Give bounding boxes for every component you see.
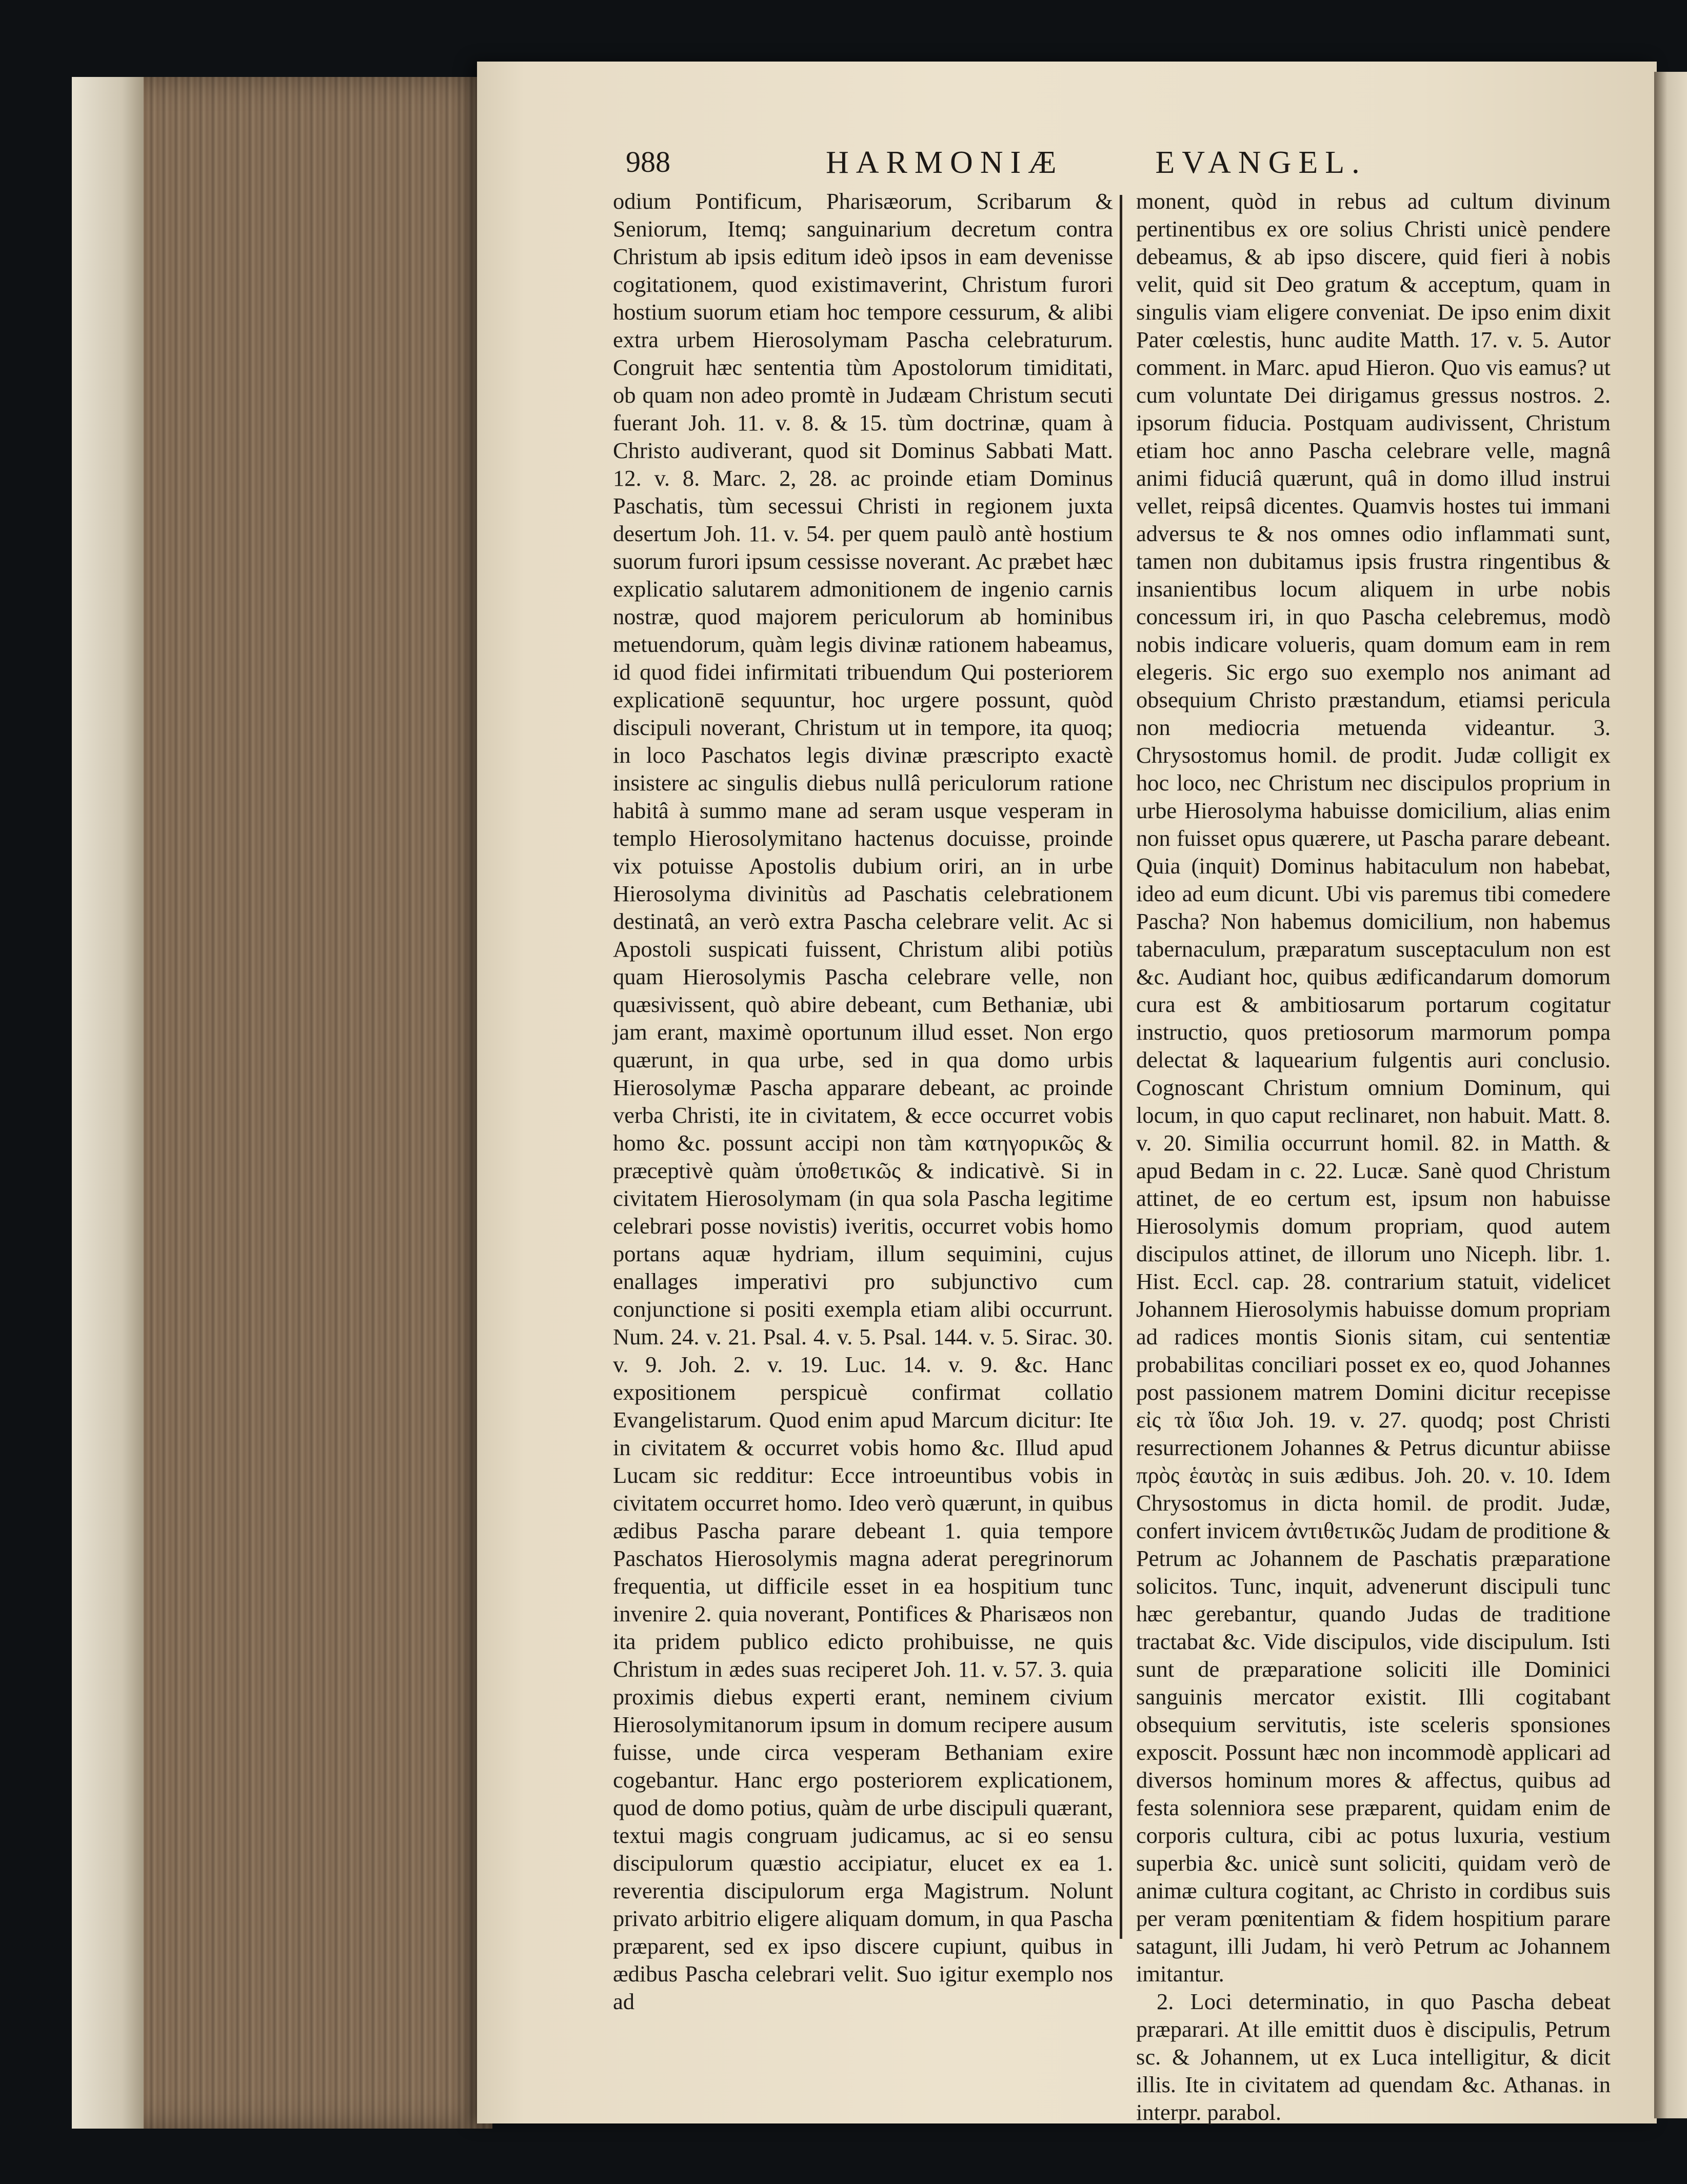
running-title — [826, 145, 1367, 181]
text-column-right — [1136, 187, 1611, 2125]
paragraph: monent, quòd in rebus ad cultum divinum pertinentibus ex ore solius Christi unicè pendere debeamus, & ab ipso discere, quid fieri à nobis velit, quid sit Deo gratum & acceptum, quam in singulis viam eligere conveniat. De ipso enim dixit Pater cœlestis, hunc audite Matth. 17. v. 5. Autor comment. in Marc. apud Hieron. Quo vis eamus? ut cum voluntate Dei dirigamus gressus nostros. 2. ipsorum fiducia. Postquam audivissent, Christum etiam hoc anno Pascha celebrare velle, magnâ animi fiduciâ quærunt, quâ in domo illud instrui vellet, reipsâ dicentes. Quamvis hostes tui immani adversus te & nos omnes odio inflammati sunt, tamen non dubitamus ipsis frustra ringentibus & insanientibus locum aliquem in urbe nobis concessum iri, in quo Pascha celebremus, modò nobis indicare volueris, quam domum eam in rem elegeris. Sic ergo suo exemplo nos animant ad obsequium Christo præstandum, etiamsi pericula non mediocria metuenda videantur. 3. Chrysostomus homil. de prodit. Judæ colligit ex hoc loco, nec Christum nec discipulos proprium in urbe Hierosolyma habuisse domicilium, alias enim non fuisset opus quærere, ut Pascha parare debeant. Quia (inquit) Dominus habitaculum non habebat, ideo ad eum dicunt. Ubi vis paremus tibi comedere Pascha? Non habemus domicilium, non habemus tabernaculum, præparatum susceptaculum non est &c. Audiant hoc, quibus ædificandarum domorum cura est & ambitiosarum portarum cogitatur instructio, quos pretiosorum marmorum pompa delectat & laquearium fulgentis auri conclusio. Cognoscant Christum omnium Dominum, qui locum, in quo caput reclinaret, non habuit. Matt. 8. v. 20. Similia occurrunt homil. 82. in Matth. & apud Bedam in c. 22. Lucæ. Sanè quod Christum attinet, de eo certum est, ipsum non habuisse Hierosolymis domum propriam, quod autem discipulos attinet, de illorum uno Niceph. libr. 1. Hist. Eccl. cap. 28. contrarium statuit, videlicet Johannem Hierosolymis habuisse domum propriam ad radices montis Sionis sitam, cui sententiæ probabilitas conciliari posset ex eo, quod Johannes post passionem matrem Domini dicitur recepisse εἰς τὰ ἴδια Joh. 19. v. 27. quodq; post Christi resurrectionem Johannes & Petrus dicuntur abiisse πρὸς ἑαυτὰς in suis ædibus. Joh. 20. v. 10. Idem Chrysostomus in dicta homil. de prodit. Judæ, confert invicem ἀντιθετικῶς Judam de proditione & Petrum ac Johannem de Paschatis præparatione solicitos. Tunc, inquit, advenerunt discipuli tunc hæc gerebantur, quando Judas de traditione tractabat &c. Vide discipulos, vide discipulum. Isti sunt de præparatione soliciti ille Dominici sanguinis mercator existit. Illi cogitabant obsequium servitutis, iste sceleris sponsiones exposcit. Possunt hæc non incommodè applicari ad diversos hominum mores & affectus, quibus ad festa solenniora sese præparent, quidam enim de corporis cultura, cibi ac potus luxuria, vestium superbia &c. unicè sunt soliciti, quidam verò de animæ cultura cogitant, ac Christo in cordibus suis per veram pœnitentiam & fidem hospitium parare satagunt, illi Judam, hi verò Petrum ac Johannem imitantur. — [1136, 188, 1611, 1987]
running-title-left: HARMONIÆ — [826, 145, 1064, 180]
column-divider — [1120, 195, 1122, 1939]
running-title-right: EVANGEL. — [1155, 145, 1367, 180]
running-header — [626, 145, 1508, 191]
text-column-left — [613, 187, 1113, 2014]
page-number: 988 — [626, 145, 670, 178]
paragraph: odium Pontificum, Pharisæorum, Scribarum & Seniorum, Itemq; sanguinarium decretum contra Christum ab ipsis editum ideò ipsos in eam devenisse cogitationem, quod existimaverint, Christum furori hostium suorum etiam hoc tempore cessurum, & alibi extra urbem Hierosolymam Pascha celebraturum. Congruit hæc sententia tùm Apostolorum timiditati, ob quam non adeo promtè in Judæam Christum secuti fuerant Joh. 11. v. 8. & 15. tùm doctrinæ, quam à Christo audiverant, quod sit Dominus Sabbati Matt. 12. v. 8. Marc. 2, 28. ac proinde etiam Dominus Paschatis, tùm secessui Christi in regionem juxta desertum Joh. 11. v. 54. per quem paulò antè hostium suorum furori ipsum cessisse noverant. Ac præbet hæc explicatio salutarem admonitionem de ingenio carnis nostræ, quod majorem periculorum ab hominibus metuendorum, quàm legis divinæ rationem habeamus, id quod fidei infirmitati tribuendum Qui posteriorem explicationē sequuntur, hoc urgere possunt, quòd discipuli noverant, Christum ut in tempore, ita quoq; in loco Paschatos legis divinæ præscripto exactè insistere ac singulis diebus nullâ periculorum ratione habitâ à summo mane ad seram usque vesperam in templo Hierosolymitano hactenus docuisse, proinde vix potuisse Apostolis dubium oriri, an in urbe Hierosolyma divinitùs ad Paschatis celebrationem destinatâ, an verò extra Pascha celebrare velit. Ac si Apostoli suspicati fuissent, Christum alibi potiùs quam Hierosolymis Pascha celebrare velle, non quæsivissent, quò abire debeant, cum Bethaniæ, ubi jam erant, maximè oportunum illud esset. Non ergo quærunt, in qua urbe, sed in qua domo urbis Hierosolymæ Pascha apparare debeant, ac proinde verba Christi, ite in civitatem, & ecce occurret vobis homo &c. possunt accipi non tàm κατηγορικῶς & præceptivè quàm ὑποθετικῶς & indicativè. Si in civitatem Hierosolymam (in qua sola Pascha legitime celebrari posse novistis) iveritis, occurret vobis homo portans aquæ hydriam, illum sequimini, cujus enallages imperativi pro subjunctivo cum conjunctione si positi exempla etiam alibi occurrunt. Num. 24. v. 21. Psal. 4. v. 5. Psal. 144. v. 5. Sirac. 30. v. 9. Joh. 2. v. 19. Luc. 14. v. 9. &c. Hanc expositionem perspicuè confirmat collatio Evangelistarum. Quod enim apud Marcum dicitur: Ite in civitatem & occurret vobis homo &c. Illud apud Lucam sic redditur: Ecce introeuntibus vobis in civitatem occurret homo. Ideo verò quærunt, in quibus ædibus Pascha parare debeant 1. quia tempore Paschatos Hierosolymis magna aderat peregrinorum frequentia, ut difficile esset in ea hospitium tunc invenire 2. quia noverant, Pontifices & Pharisæos non ita pridem publico edicto prohibuisse, ne quis Christum in ædes suas reciperet Joh. 11. v. 57. 3. quia proximis diebus experti erant, neminem civium Hierosolymitanorum ipsum in domum recipere ausum fuisse, unde circa vesperam Bethaniam exire cogebantur. Hanc ergo posteriorem explicationem, quod de domo potius, quàm de urbe discipuli quærant, textui magis congruam judicamus, ac si eo sensu discipulorum quæstio accipiatur, elucet ex ea 1. reverentia discipulorum erga Magistrum. Nolunt privato arbitrio eligere aliquam domum, in qua Pascha præparent, sed ex ipso discere cupiunt, quibus in ædibus Pascha celebrari velit. Suo igitur exemplo nos ad — [613, 188, 1113, 2014]
facing-page-edge — [1654, 72, 1687, 2118]
book-cover-edge — [72, 77, 144, 2129]
paragraph: 2. Loci determinatio, in quo Pascha debeat præparari. At ille emittit duos è discipulis, Petrum sc. & Johannem, ut ex Luca intelligitur, & dicit illis. Ite in civitatem ad quendam &c. Athanas. in interpr. parabol. — [1136, 1989, 1611, 2125]
